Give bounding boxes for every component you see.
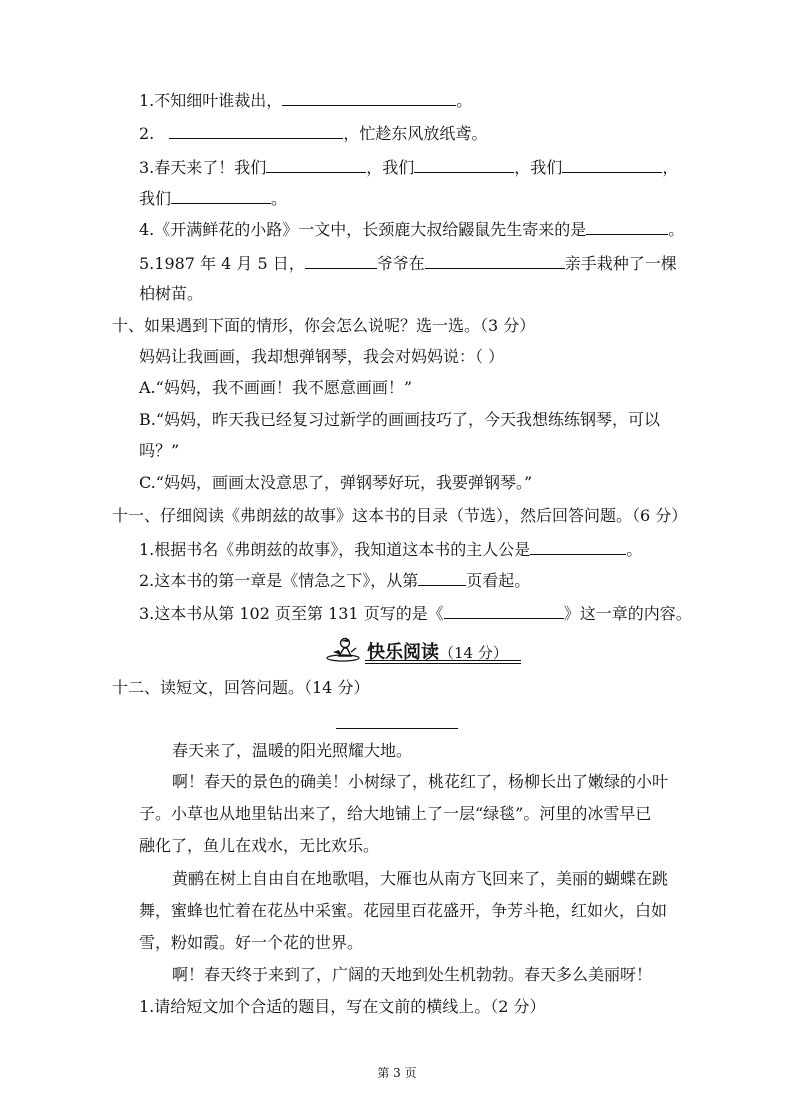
q11-item3-b: 》这一章的内容。 bbox=[563, 604, 692, 623]
q9-item4-end: 。 bbox=[668, 220, 685, 239]
q12-heading: 十二、读短文，回答问题。（14 分） bbox=[112, 678, 370, 697]
q11-item3 bbox=[139, 601, 692, 625]
q9-item2-text: ，忙趁东风放纸鸢。 bbox=[343, 124, 488, 143]
q9-item4-text: 4.《开满鲜花的小路》一文中，长颈鹿大叔给鼹鼠先生寄来的是 bbox=[139, 220, 587, 239]
banner-underline-double bbox=[365, 663, 521, 664]
answer-blank[interactable] bbox=[169, 121, 343, 139]
q10-prompt: 妈妈让我画画，我却想弹钢琴，我会对妈妈说：（ ） bbox=[139, 347, 505, 366]
answer-blank[interactable] bbox=[336, 718, 458, 729]
q9-item2-num: 2. bbox=[139, 124, 155, 143]
section-banner-title: 快乐阅读 bbox=[367, 642, 439, 663]
section-banner bbox=[0, 636, 794, 664]
q9-item5-c: 亲手栽种了一棵 bbox=[564, 254, 677, 273]
q9-item5-cont bbox=[139, 283, 203, 305]
q11-item1-text: 1.根据书名《弗朗兹的故事》，我知道这本书的主人公是 bbox=[139, 540, 531, 559]
q10-option-b: B.“妈妈，昨天我已经复习过新学的画画技巧了，今天我想练练钢琴，可以 bbox=[139, 410, 661, 429]
q9-item3-e: 我们 bbox=[139, 189, 172, 208]
passage-p2-line1: 啊！春天的景色的确美！小树绿了，桃花红了，杨柳长出了嫩绿的小叶 bbox=[172, 772, 669, 791]
q11-item2-b: 页看起。 bbox=[466, 571, 531, 590]
answer-blank[interactable] bbox=[171, 186, 271, 204]
q11-item2 bbox=[139, 568, 530, 592]
q11-item1 bbox=[139, 537, 642, 561]
passage-p3-line2: 舞，蜜蜂也忙着在花丛中采蜜。花园里百花盛开，争芳斗艳，红如火，白如 bbox=[139, 901, 668, 920]
passage-p3-line3: 雪，粉如霞。好一个花的世界。 bbox=[139, 933, 364, 952]
section-banner-score: （14 分） bbox=[439, 644, 508, 662]
q10-option-a: A.“妈妈，我不画画！我不愿意画画！” bbox=[139, 378, 413, 397]
reading-child-icon bbox=[325, 636, 361, 662]
page-number: 第 3 页 bbox=[377, 1066, 417, 1080]
q9-item3-c: ，我们 bbox=[514, 158, 563, 177]
q9-item5-d: 柏树苗。 bbox=[139, 284, 204, 303]
q11-heading: 十一、仔细阅读《弗朗兹的故事》这本书的目录（节选），然后回答问题。（6 分） bbox=[112, 506, 688, 525]
q11-item1-end: 。 bbox=[626, 540, 643, 559]
q9-item1-end: 。 bbox=[456, 91, 473, 110]
q9-item5 bbox=[139, 251, 677, 275]
q9-item5-a: 5.1987 年 4 月 5 日， bbox=[139, 254, 305, 273]
q12-sub1: 1.请给短文加个合适的题目，写在文前的横线上。（2 分） bbox=[139, 997, 546, 1016]
q9-item4 bbox=[139, 217, 684, 241]
q9-item3-cont bbox=[139, 186, 287, 210]
q9-item5-b: 爷爷在 bbox=[376, 254, 425, 273]
q11-item2-a: 2.这本书的第一章是《情急之下》，从第 bbox=[139, 571, 419, 590]
q9-item1-text: 1.不知细叶谁裁出， bbox=[139, 91, 283, 110]
answer-blank[interactable] bbox=[305, 251, 377, 269]
q9-item3 bbox=[139, 155, 678, 179]
passage-p2-line3: 融化了，鱼儿在戏水，无比欢乐。 bbox=[139, 836, 380, 855]
passage-p4: 啊！春天终于来到了，广阔的天地到处生机勃勃。春天多么美丽呀！ bbox=[172, 965, 653, 984]
banner-underline bbox=[365, 660, 521, 661]
answer-blank[interactable] bbox=[414, 155, 514, 173]
q9-item3-b: ，我们 bbox=[366, 158, 415, 177]
answer-blank[interactable] bbox=[425, 251, 565, 269]
q10-heading: 十、如果遇到下面的情形，你会怎么说呢？选一选。（3 分） bbox=[112, 316, 536, 335]
answer-blank[interactable] bbox=[266, 155, 366, 173]
answer-blank[interactable] bbox=[444, 601, 564, 619]
q11-item3-a: 3.这本书从第 102 页至第 131 页写的是《 bbox=[139, 604, 444, 623]
q10-option-b-cont: 吗？” bbox=[139, 441, 180, 460]
q9-item3-f: 。 bbox=[271, 189, 288, 208]
answer-blank[interactable] bbox=[282, 88, 456, 106]
q9-item2 bbox=[139, 121, 487, 145]
q10-option-c: C.“妈妈，画画太没意思了，弹钢琴好玩，我要弹钢琴。” bbox=[139, 473, 533, 492]
title-blank-line bbox=[336, 713, 458, 735]
answer-blank[interactable] bbox=[562, 155, 662, 173]
q9-item1 bbox=[139, 88, 472, 112]
answer-blank[interactable] bbox=[418, 568, 466, 586]
q9-item3-a: 3.春天来了！我们 bbox=[139, 158, 267, 177]
q9-item3-d: ， bbox=[662, 158, 679, 177]
passage-p1: 春天来了，温暖的阳光照耀大地。 bbox=[172, 741, 413, 760]
answer-blank[interactable] bbox=[586, 217, 668, 235]
answer-blank[interactable] bbox=[530, 537, 626, 555]
passage-p2-line2: 子。小草也从地里钻出来了，给大地铺上了一层“绿毯”。河里的冰雪早已 bbox=[139, 804, 652, 823]
passage-p3-line1: 黄鹂在树上自由自在地歌唱，大雁也从南方飞回来了，美丽的蝴蝶在跳 bbox=[172, 869, 669, 888]
